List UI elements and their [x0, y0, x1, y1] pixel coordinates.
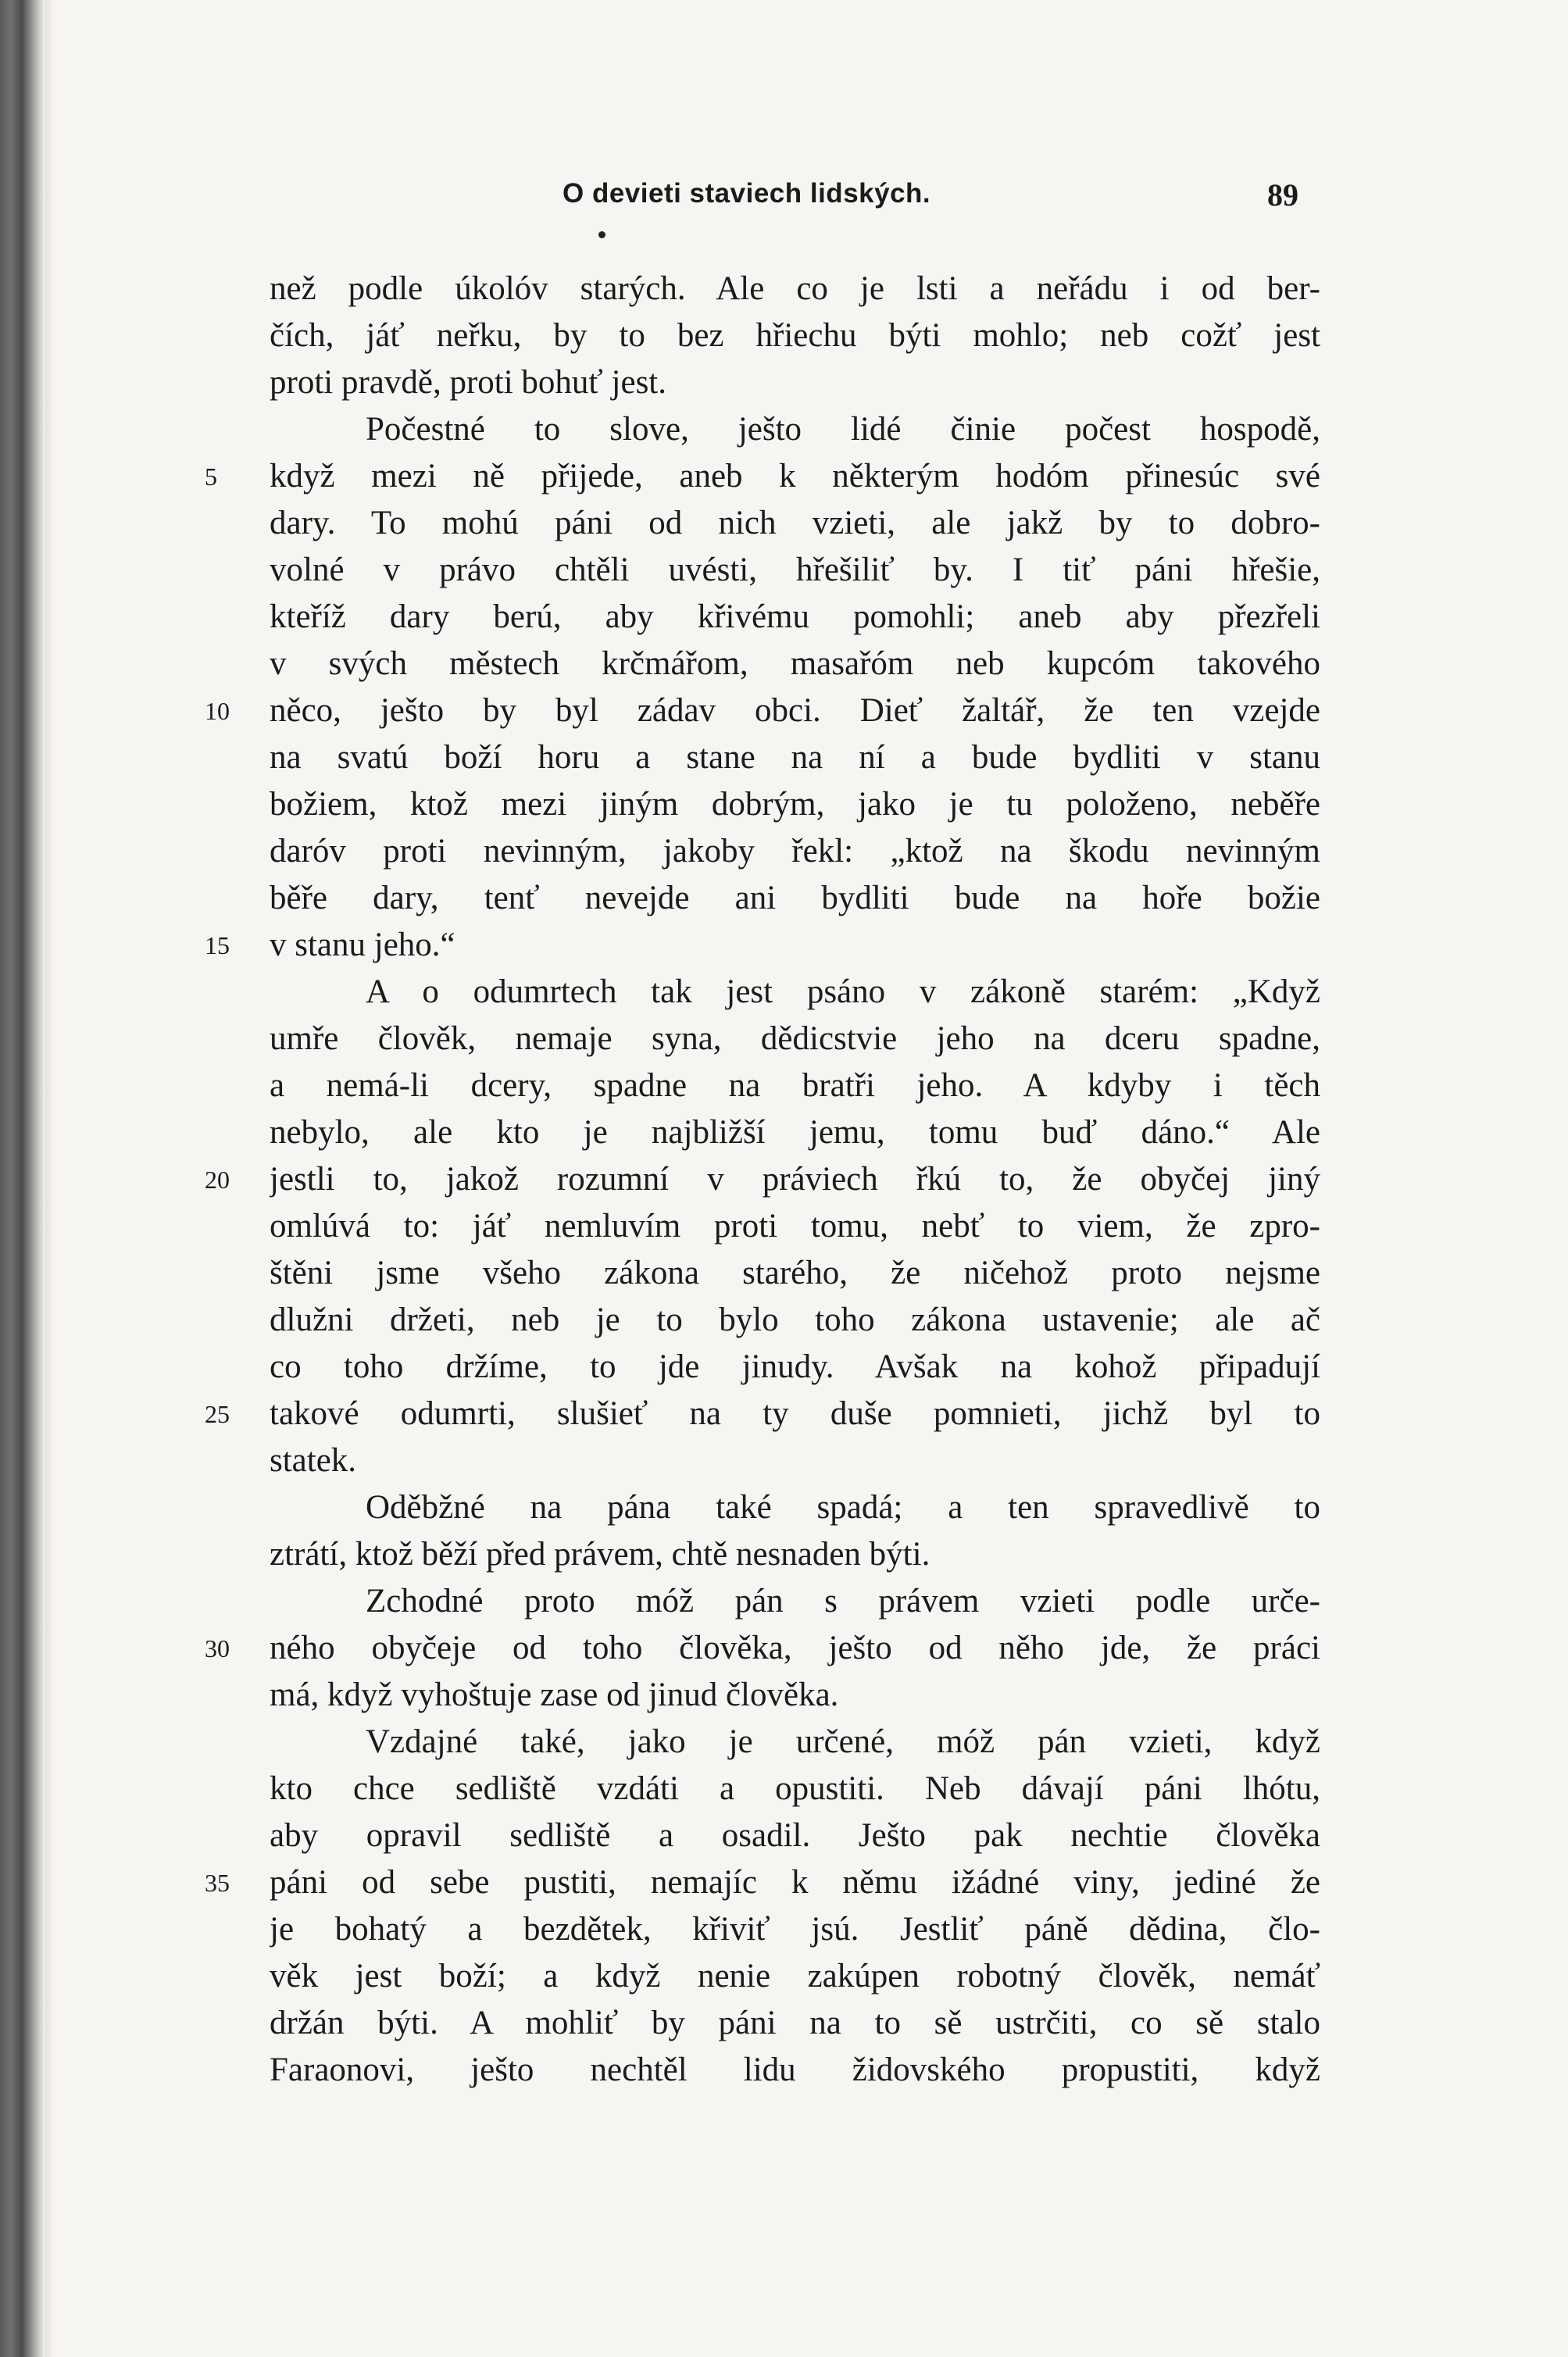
- page-number: 89: [1267, 177, 1298, 212]
- line-number-35: 35: [205, 1869, 230, 1897]
- text-line-34: aby opravil sedliště a osadil. Ješto pak nechtie člověka: [270, 1817, 1320, 1854]
- text-line-24: co toho držíme, to jde jinudy. Avšak na kohož připadují: [270, 1348, 1320, 1385]
- text-line-12: božiem, ktož mezi jiným dobrým, jako je tu položeno, neběře: [270, 786, 1320, 823]
- running-title: O devieti staviech lidských.: [563, 178, 931, 209]
- text-line-37: věk jest boží; a když nenie zakúpen robotný člověk, nemáť: [270, 1958, 1320, 1995]
- text-line-35: páni od sebe pustiti, nemajíc k němu ižádné viny, jediné že: [270, 1864, 1320, 1901]
- text-line-15: v stanu jeho.“: [270, 927, 455, 963]
- line-number-5: 5: [205, 462, 217, 491]
- text-line-5: když mezi ně přijede, aneb k některým hodóm přinesúc své: [270, 458, 1320, 495]
- text-line-3: proti pravdě, proti bohuť jest.: [270, 364, 667, 401]
- line-number-20: 20: [205, 1166, 230, 1194]
- text-line-30: ného obyčeje od toho člověka, ješto od něho jde, že práci: [270, 1630, 1320, 1666]
- text-line-22: štěni jsme všeho zákona starého, že ničehož proto nejsme: [270, 1255, 1320, 1291]
- text-line-27: Oděbžné na pána také spadá; a ten spravedlivě to: [366, 1489, 1320, 1526]
- line-number-30: 30: [205, 1634, 230, 1662]
- text-line-36: je bohatý a bezdětek, křiviť jsú. Jestliť páně dědina, člo-: [270, 1911, 1320, 1948]
- text-line-20: jestli to, jakož rozumní v práviech řkú to, že obyčej jiný: [270, 1161, 1320, 1198]
- text-line-7: volné v právo chtěli uvésti, hřešiliť by. I tiť páni hřešie,: [270, 552, 1320, 588]
- text-line-11: na svatú boží horu a stane na ní a bude bydliti v stanu: [270, 739, 1320, 776]
- text-line-2: čích, jáť neřku, by to bez hřiechu býti mohlo; neb cožť jest: [270, 317, 1320, 354]
- text-line-17: umře člověk, nemaje syna, dědicstvie jeho na dceru spadne,: [270, 1020, 1320, 1057]
- text-line-13: daróv proti nevinným, jakoby řekl: „ktož na škodu nevinným: [270, 833, 1320, 870]
- line-number-10: 10: [205, 697, 230, 725]
- text-line-1: než podle úkolóv starých. Ale co je lsti a neřádu i od ber-: [270, 270, 1320, 307]
- page-header: [0, 178, 1568, 217]
- text-line-21: omlúvá to: jáť nemluvím proti tomu, nebť to viem, že zpro-: [270, 1208, 1320, 1245]
- line-number-25: 25: [205, 1400, 230, 1428]
- text-line-10: něco, ješto by byl zádav obci. Dieť žaltář, že ten vzejde: [270, 692, 1320, 729]
- text-line-26: statek.: [270, 1442, 357, 1479]
- text-line-18: a nemá-li dcery, spadne na bratři jeho. A kdyby i těch: [270, 1067, 1320, 1104]
- text-line-16: A o odumrtech tak jest psáno v zákoně starém: „Když: [366, 973, 1320, 1010]
- text-line-14: běře dary, tenť nevejde ani bydliti bude na hoře božie: [270, 880, 1320, 916]
- line-number-15: 15: [205, 931, 230, 959]
- ornament-dot: [598, 231, 605, 238]
- text-line-39: Faraonovi, ješto nechtěl lidu židovského propustiti, když: [270, 2052, 1320, 2088]
- text-line-23: dlužni držeti, neb je to bylo toho zákona ustavenie; ale ač: [270, 1302, 1320, 1338]
- text-line-31: má, když vyhoštuje zase od jinud člověka.: [270, 1677, 839, 1713]
- text-line-33: kto chce sedliště vzdáti a opustiti. Neb dávají páni lhótu,: [270, 1770, 1320, 1807]
- text-line-8: kteříž dary berú, aby křivému pomohli; aneb aby přezřeli: [270, 598, 1320, 635]
- text-line-6: dary. To mohú páni od nich vzieti, ale jakž by to dobro-: [270, 505, 1320, 541]
- body-text: [0, 266, 1568, 2187]
- text-line-28: ztrátí, ktož běží před právem, chtě nesnaden býti.: [270, 1536, 930, 1573]
- text-line-4: Počestné to slove, ješto lidé činie počest hospodě,: [366, 411, 1320, 448]
- text-line-38: držán býti. A mohliť by páni na to sě ustrčiti, co sě stalo: [270, 2005, 1320, 2041]
- text-line-19: nebylo, ale kto je najbližší jemu, tomu buď dáno.“ Ale: [270, 1114, 1320, 1151]
- text-line-25: takové odumrti, slušieť na ty duše pomnieti, jichž byl to: [270, 1395, 1320, 1432]
- text-line-29: Zchodné proto móž pán s právem vzieti podle urče-: [366, 1583, 1320, 1620]
- text-line-32: Vzdajné také, jako je určené, móž pán vzieti, když: [366, 1723, 1320, 1760]
- text-line-9: v svých městech krčmářom, masařóm neb kupcóm takového: [270, 645, 1320, 682]
